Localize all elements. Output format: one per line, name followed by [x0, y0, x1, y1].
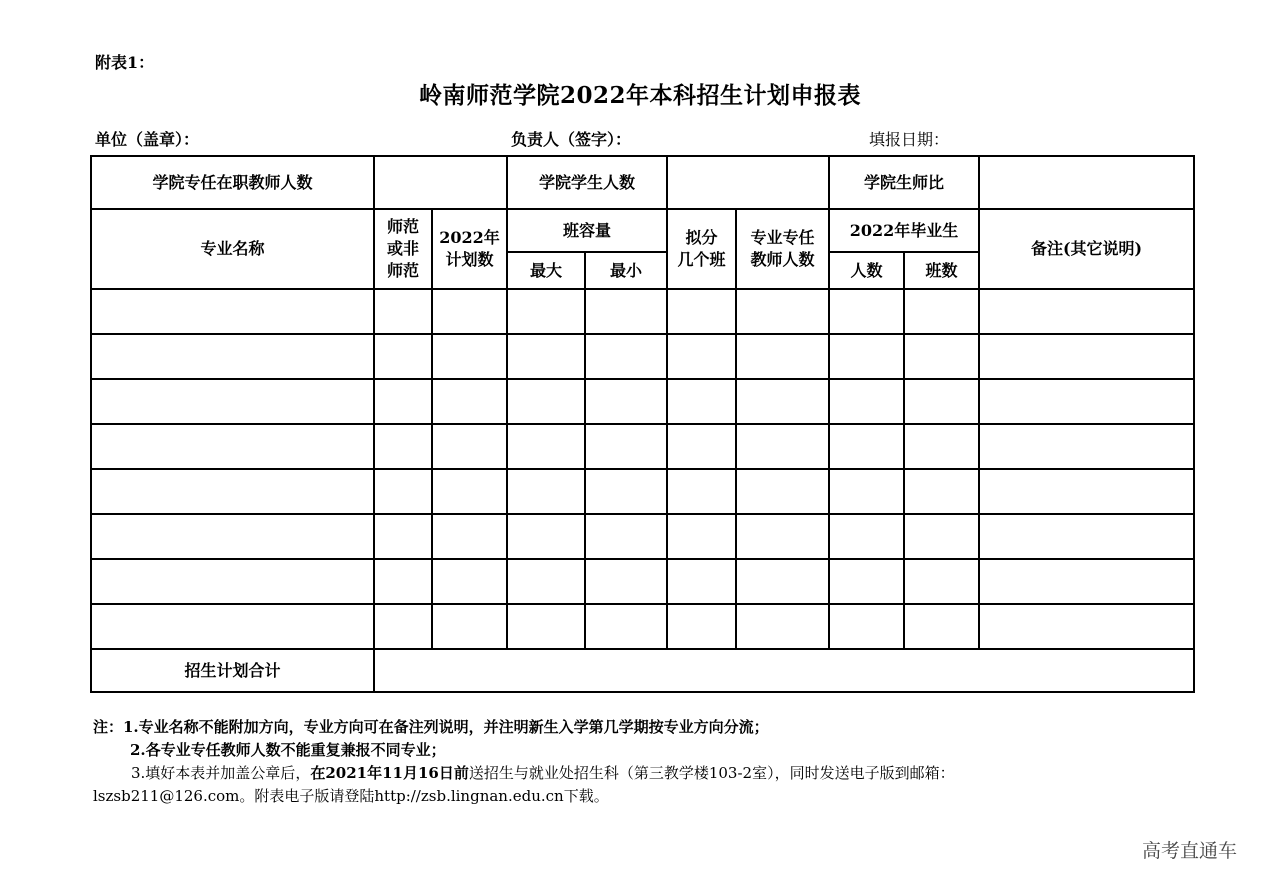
table-row: [91, 379, 1194, 424]
summary-row: [91, 156, 1194, 209]
table-cell[interactable]: [979, 469, 1194, 514]
plan-count-header: [432, 209, 507, 289]
table-cell[interactable]: [829, 424, 904, 469]
table-cell[interactable]: [667, 424, 736, 469]
table-cell[interactable]: [507, 469, 585, 514]
table-row: [91, 514, 1194, 559]
table-cell[interactable]: [585, 559, 667, 604]
remark-header: 备注(其它说明): [979, 209, 1194, 289]
table-cell[interactable]: [667, 289, 736, 334]
table-cell[interactable]: [432, 514, 507, 559]
table-cell[interactable]: [432, 604, 507, 649]
table-cell[interactable]: [829, 334, 904, 379]
plan-count-line-2: 计划数: [445, 250, 494, 269]
capacity-max-header: 最大: [507, 252, 585, 289]
table-cell[interactable]: [829, 469, 904, 514]
total-label: 招生计划合计: [91, 649, 374, 692]
person-label: 负责人（签字）：: [511, 130, 632, 149]
table-cell[interactable]: [736, 289, 829, 334]
table-cell[interactable]: [829, 559, 904, 604]
table-cell[interactable]: [432, 469, 507, 514]
table-cell[interactable]: [979, 379, 1194, 424]
table-cell[interactable]: [979, 289, 1194, 334]
table-row: [91, 289, 1194, 334]
total-value-cell[interactable]: [374, 649, 1194, 692]
teachers-label: 学院专任在职教师人数: [91, 156, 374, 209]
table-cell[interactable]: [979, 604, 1194, 649]
table-cell[interactable]: [507, 604, 585, 649]
table-cell[interactable]: [829, 604, 904, 649]
note-3-part-c: 送招生与就业处招生科（第三教学楼103-2室），同时发送电子版到邮箱：: [468, 764, 955, 782]
table-cell[interactable]: [904, 379, 979, 424]
plan-form-table: [90, 155, 1195, 693]
note-2: 2.各专业专任教师人数不能重复兼报不同专业；: [130, 741, 446, 759]
table-cell[interactable]: [829, 289, 904, 334]
table-cell[interactable]: [667, 514, 736, 559]
class-capacity-header: 班容量: [507, 209, 667, 252]
normal-type-line-1: 师范: [386, 217, 419, 236]
page-title: 岭南师范学院2022年本科招生计划申报表: [418, 82, 861, 109]
table-cell[interactable]: [91, 289, 374, 334]
table-cell[interactable]: [585, 289, 667, 334]
note-3-deadline: 在2021年11月16日前: [310, 764, 469, 782]
table-cell[interactable]: [585, 334, 667, 379]
table-cell[interactable]: [507, 334, 585, 379]
table-cell[interactable]: [91, 469, 374, 514]
table-cell[interactable]: [979, 514, 1194, 559]
table-cell[interactable]: [374, 379, 432, 424]
normal-type-line-3: 师范: [386, 261, 419, 280]
table-cell[interactable]: [904, 559, 979, 604]
notes: [93, 716, 1203, 808]
note-1: 注：1.专业名称不能附加方向，专业方向可在备注列说明，并注明新生入学第几学期按专业方向分流；: [93, 718, 769, 736]
table-cell[interactable]: [667, 469, 736, 514]
table-cell[interactable]: [667, 559, 736, 604]
note-3: [93, 762, 1203, 785]
unit-label: 单位（盖章）：: [95, 130, 200, 149]
table-cell[interactable]: [979, 334, 1194, 379]
table-row: [91, 334, 1194, 379]
table-cell[interactable]: [736, 559, 829, 604]
teachers-value-cell[interactable]: [374, 156, 507, 209]
table-cell[interactable]: [374, 604, 432, 649]
table-cell[interactable]: [736, 424, 829, 469]
table-cell[interactable]: [736, 514, 829, 559]
table-cell[interactable]: [904, 334, 979, 379]
table-cell[interactable]: [432, 379, 507, 424]
major-teachers-line-1: 专业专任: [750, 228, 815, 247]
table-cell[interactable]: [904, 289, 979, 334]
column-header-row-1: [91, 209, 1194, 252]
table-row: [91, 469, 1194, 514]
table-cell[interactable]: [904, 424, 979, 469]
table-cell[interactable]: [829, 379, 904, 424]
ratio-value-cell[interactable]: [979, 156, 1194, 209]
table-cell[interactable]: [432, 334, 507, 379]
table-cell[interactable]: [432, 424, 507, 469]
students-value-cell[interactable]: [667, 156, 829, 209]
graduates-header: 2022年毕业生: [829, 209, 979, 252]
table-cell[interactable]: [667, 604, 736, 649]
note-3-contact: lszsb211@126.com。附表电子版请登陆http://zsb.lingnan.edu.cn下载。: [93, 787, 609, 805]
table-row: [91, 604, 1194, 649]
date-label: 填报日期：: [869, 130, 950, 149]
table-cell[interactable]: [432, 289, 507, 334]
graduates-count-header: 人数: [829, 252, 904, 289]
class-count-header: [667, 209, 736, 289]
table-cell[interactable]: [507, 559, 585, 604]
table-cell[interactable]: [507, 289, 585, 334]
table-cell[interactable]: [667, 334, 736, 379]
data-rows: [91, 289, 1194, 649]
table-cell[interactable]: [585, 514, 667, 559]
major-teachers-line-2: 教师人数: [750, 250, 815, 269]
ratio-label: 学院生师比: [829, 156, 979, 209]
table-cell[interactable]: [374, 469, 432, 514]
class-count-line-2: 几个班: [677, 250, 726, 269]
table-cell[interactable]: [585, 604, 667, 649]
table-cell[interactable]: [979, 559, 1194, 604]
table-cell[interactable]: [91, 604, 374, 649]
table-cell[interactable]: [374, 514, 432, 559]
table-cell[interactable]: [585, 379, 667, 424]
capacity-min-header: 最小: [585, 252, 667, 289]
total-row: [91, 649, 1194, 692]
major-name-header: 专业名称: [91, 209, 374, 289]
table-cell[interactable]: [904, 469, 979, 514]
class-count-line-1: 拟分: [685, 228, 718, 247]
table-cell[interactable]: [507, 379, 585, 424]
attachment-label: 附表1：: [95, 53, 155, 72]
table-cell[interactable]: [91, 379, 374, 424]
watermark: 高考直通车: [1142, 840, 1238, 862]
table-cell[interactable]: [585, 424, 667, 469]
table-cell[interactable]: [979, 424, 1194, 469]
table-cell[interactable]: [904, 604, 979, 649]
graduates-classes-header: 班数: [904, 252, 979, 289]
table-cell[interactable]: [91, 334, 374, 379]
table-cell[interactable]: [736, 379, 829, 424]
table-cell[interactable]: [507, 514, 585, 559]
table-cell[interactable]: [91, 424, 374, 469]
major-teachers-header: [736, 209, 829, 289]
table-row: [91, 424, 1194, 469]
table-cell[interactable]: [904, 514, 979, 559]
table-cell[interactable]: [736, 334, 829, 379]
table-cell[interactable]: [736, 604, 829, 649]
plan-count-line-1: 2022年: [439, 228, 500, 247]
table-cell[interactable]: [829, 514, 904, 559]
table-cell[interactable]: [432, 559, 507, 604]
table-cell[interactable]: [374, 334, 432, 379]
normal-type-line-2: 或非: [386, 239, 419, 258]
table-row: [91, 559, 1194, 604]
students-label: 学院学生人数: [507, 156, 667, 209]
table-cell[interactable]: [374, 424, 432, 469]
normal-type-header: [374, 209, 432, 289]
note-3-part-a: 3.填好本表并加盖公章后，: [131, 764, 311, 782]
table-cell[interactable]: [736, 469, 829, 514]
table-cell[interactable]: [91, 514, 374, 559]
table-cell[interactable]: [374, 289, 432, 334]
table-cell[interactable]: [667, 379, 736, 424]
table-cell[interactable]: [374, 559, 432, 604]
table-cell[interactable]: [507, 424, 585, 469]
table-cell[interactable]: [91, 559, 374, 604]
table-cell[interactable]: [585, 469, 667, 514]
